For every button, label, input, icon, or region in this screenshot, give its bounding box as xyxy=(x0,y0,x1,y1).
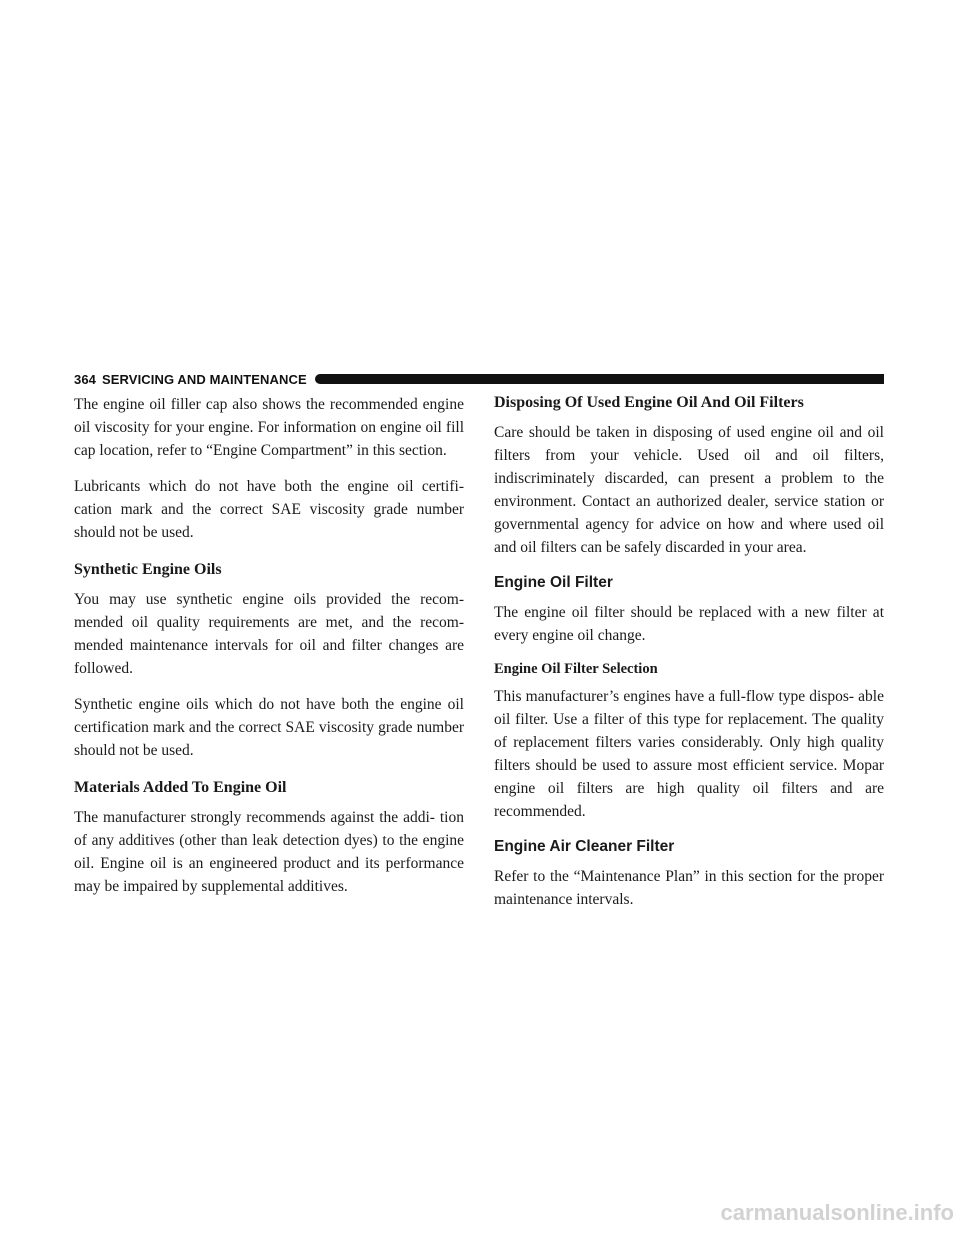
paragraph-additives: The manufacturer strongly recommends against the addi- tion of any additives (other than leak detection dyes) to the engine oil. Engine oil is an engineered product and its performance may be impaired by supplemental additives. xyxy=(74,809,464,895)
paragraph-air-cleaner: Refer to the “Maintenance Plan” in this section for the proper maintenance intervals. xyxy=(494,868,884,908)
right-column xyxy=(494,393,884,924)
left-column xyxy=(74,393,464,911)
page-header xyxy=(74,369,884,389)
page-number: 364 xyxy=(74,371,96,387)
heading-air-cleaner: Engine Air Cleaner Filter xyxy=(494,838,675,855)
section-title: SERVICING AND MAINTENANCE xyxy=(102,371,307,387)
heading-materials-added: Materials Added To Engine Oil xyxy=(74,779,287,796)
paragraph-synthetic-use: You may use synthetic engine oils provided the recom- mended oil quality requirements are met, and the recom- mended maintenance intervals for oil and filter changes are followed. xyxy=(74,591,464,677)
paragraph-lubricants: Lubricants which do not have both the engine oil certifi- cation mark and the correct SAE viscosity grade number should not be used. xyxy=(74,478,464,541)
paragraph-filler-cap: The engine oil filler cap also shows the recommended engine oil viscosity for your engine. For information on engine oil fill cap location, refer to “Engine Compartment” in this section. xyxy=(74,396,464,459)
watermark-text: carmanualsonline.info xyxy=(720,1200,954,1225)
heading-disposing: Disposing Of Used Engine Oil And Oil Filters xyxy=(494,394,804,411)
paragraph-synthetic-cert: Synthetic engine oils which do not have both the engine oil certification mark and the correct SAE viscosity grade number should not be used. xyxy=(74,696,464,759)
heading-oil-filter: Engine Oil Filter xyxy=(494,574,613,591)
paragraph-filter-selection: This manufacturer’s engines have a full-flow type dispos- able oil filter. Use a filter of this type for replacement. The quality of replacement filters varies considerably. Only high quality filters should be used to assure most efficient service. Mopar engine oil filters are high quality oil filters and are recommended. xyxy=(494,688,884,820)
heading-filter-selection: Engine Oil Filter Selection xyxy=(494,661,658,677)
paragraph-disposing: Care should be taken in disposing of used engine oil and oil filters from your vehicle. Used oil and oil filters, indiscriminately discarded, can present a problem to the environment. Contact an authorized dealer, service station or governmental agency for advice on how and where used oil and oil filters can be safely discarded in your area. xyxy=(494,424,884,556)
heading-synthetic-oils: Synthetic Engine Oils xyxy=(74,561,222,578)
paragraph-oil-filter: The engine oil filter should be replaced with a new filter at every engine oil change. xyxy=(494,604,884,644)
header-rule xyxy=(315,374,884,384)
